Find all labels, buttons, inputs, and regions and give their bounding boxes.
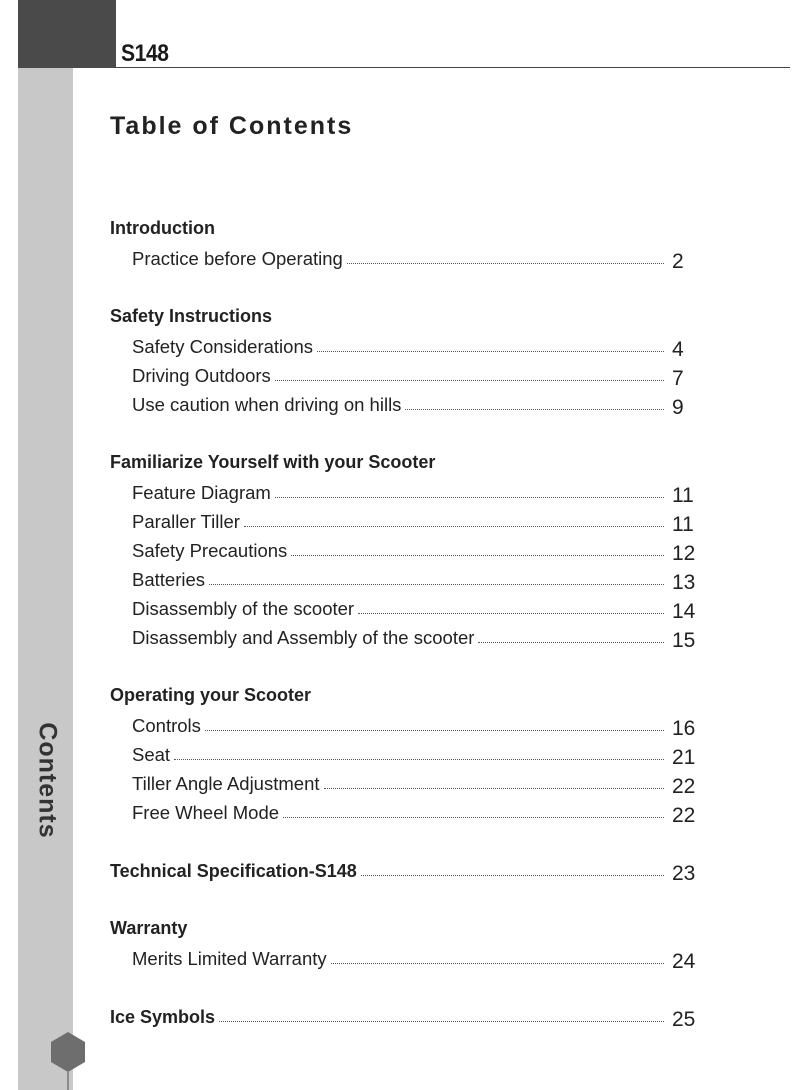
toc-entry-page: 23	[672, 862, 696, 885]
hexagon-stem	[67, 1072, 69, 1090]
toc-leader	[209, 583, 664, 585]
toc-entry[interactable]	[132, 596, 696, 623]
toc-entry-label: Paraller Tiller	[132, 511, 240, 532]
toc-entry-page: 4	[672, 338, 684, 361]
toc-entry-label: Merits Limited Warranty	[132, 948, 327, 969]
toc-entry-page: 25	[672, 1008, 696, 1031]
toc-leader	[347, 262, 664, 264]
toc-leader	[405, 408, 664, 410]
toc-entry-page: 13	[672, 571, 696, 594]
toc-leader	[291, 554, 664, 556]
toc-entry-page: 12	[672, 542, 696, 565]
toc-entry-page: 22	[672, 804, 696, 827]
toc-leader	[244, 525, 664, 527]
page-title: Table of Contents	[110, 112, 354, 140]
sidebar-label	[23, 720, 71, 840]
toc-entry-page: 7	[672, 367, 684, 390]
section-heading-familiarize: Familiarize Yourself with your Scooter	[110, 452, 436, 472]
toc-leader	[361, 874, 664, 876]
toc-leader	[283, 816, 664, 818]
toc-entry-technical-specification[interactable]	[110, 858, 696, 885]
model-label: S148	[121, 40, 169, 67]
toc-entry-page: 9	[672, 396, 684, 419]
sidebar-label-text: Contents	[33, 721, 62, 839]
toc-entry-page: 21	[672, 746, 696, 769]
toc-entry[interactable]	[132, 742, 696, 769]
toc-entry[interactable]	[132, 800, 696, 827]
toc-entry[interactable]	[132, 538, 696, 565]
toc-entry-label: Disassembly of the scooter	[132, 598, 355, 619]
toc-entry-label: Disassembly and Assembly of the scooter	[132, 627, 475, 648]
toc-entry-label: Use caution when driving on hills	[132, 394, 402, 415]
toc-entry-label: Feature Diagram	[132, 482, 271, 503]
hexagon-icon	[49, 1031, 87, 1073]
toc-leader	[205, 729, 664, 731]
toc-entry[interactable]	[132, 771, 696, 798]
toc-entry-label: Tiller Angle Adjustment	[132, 773, 320, 794]
toc-leader	[275, 379, 664, 381]
toc-entry-label: Ice Symbols	[110, 1007, 216, 1027]
section-heading-operating: Operating your Scooter	[110, 685, 312, 705]
toc-entry-page: 15	[672, 629, 696, 652]
toc-entry-label: Safety Considerations	[132, 336, 313, 357]
header-block	[18, 0, 116, 68]
toc-entry[interactable]	[132, 625, 696, 652]
toc-entry-label: Technical Specification-S148	[110, 861, 357, 881]
toc-entry-label: Practice before Operating	[132, 248, 343, 269]
header-rule	[116, 67, 790, 68]
section-heading-safety: Safety Instructions	[110, 306, 273, 326]
toc-entry[interactable]	[132, 363, 684, 390]
toc-entry-page: 24	[672, 950, 696, 973]
toc-entry-page: 2	[672, 250, 684, 273]
toc-leader	[174, 758, 664, 760]
toc-entry-page: 16	[672, 717, 696, 740]
toc-entry-page: 14	[672, 600, 696, 623]
toc-entry-page: 22	[672, 775, 696, 798]
toc-entry-page: 11	[672, 513, 694, 536]
toc-entry-page: 11	[672, 484, 694, 507]
side-band	[18, 0, 73, 1090]
toc-leader	[358, 612, 664, 614]
toc-entry[interactable]	[132, 334, 684, 361]
toc-entry[interactable]	[132, 946, 696, 973]
section-heading-introduction: Introduction	[110, 218, 215, 238]
toc-leader	[275, 496, 664, 498]
toc-entry-label: Free Wheel Mode	[132, 802, 280, 823]
toc-entry-ice-symbols[interactable]	[110, 1004, 696, 1031]
toc-leader	[317, 350, 664, 352]
toc-leader	[478, 641, 664, 643]
toc-entry[interactable]	[132, 246, 684, 273]
toc-entry-label: Safety Precautions	[132, 540, 288, 561]
toc-entry-label: Seat	[132, 744, 171, 765]
toc-entry-label: Driving Outdoors	[132, 365, 271, 386]
toc-entry[interactable]	[132, 713, 696, 740]
toc-entry[interactable]	[132, 480, 694, 507]
toc-entry[interactable]	[132, 509, 694, 536]
toc-leader	[324, 787, 665, 789]
toc-leader	[331, 962, 664, 964]
toc-entry-label: Controls	[132, 715, 201, 736]
toc-entry[interactable]	[132, 567, 696, 594]
section-heading-warranty: Warranty	[110, 918, 188, 938]
toc-entry-label: Batteries	[132, 569, 206, 590]
toc-leader	[219, 1020, 664, 1022]
toc-entry[interactable]	[132, 392, 684, 419]
